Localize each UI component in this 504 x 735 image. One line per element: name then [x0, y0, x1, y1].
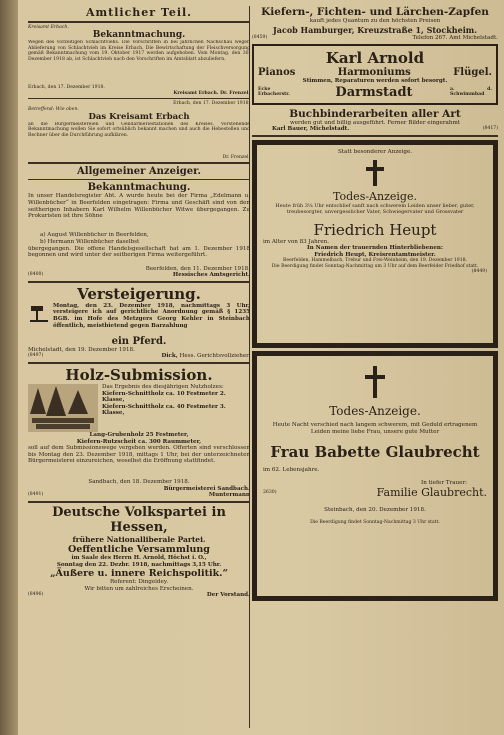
- volkspartei-speaker: Referent: Dingeldey.: [109, 579, 169, 586]
- volkspartei-footer: [28, 592, 250, 599]
- auction-hammer-icon: [28, 303, 50, 323]
- anzeiger-bek-footer: [28, 272, 250, 279]
- todes1-num: (8449): [471, 269, 487, 275]
- amtlicher-header: Amtlicher Teil.: [85, 6, 193, 19]
- versteigerung-text: Montag, den 23. Dezember 1918, nachmittags 3 Uhr, versteigere ich auf gerichtliche Anordnung gemäß § 1235 BGB. im Hofe des Metzgers Georg Kehler in Steinbach öffentlich, meistbietend gegen Barzahlung: [53, 302, 250, 329]
- date2: Erbach, den 17. Dezember 1918.: [173, 101, 250, 107]
- divider: [28, 362, 250, 364]
- todes2-text: Heute Nacht verschied nach langem schwerem, mit Geduld ertragenem Leiden meine liebe Frau, unsere gute Mutter: [272, 421, 478, 435]
- versteigerung-title: Versteigerung.: [77, 284, 201, 303]
- todes2-family-row: [263, 486, 487, 499]
- todes1-top: Statt besonderer Anzeige.: [337, 148, 413, 155]
- kreisamt2-label: Betreffend: Wie oben.: [28, 106, 79, 112]
- holz-item: Kiefern-Rutzscheit ca. 300 Raummeter,: [76, 438, 202, 445]
- arnold-addr-right: a. d. Schwimmbad: [450, 86, 492, 98]
- volkspartei-topic: „Äußere u. innere Reichspolitik.“: [50, 568, 228, 580]
- arnold-city: Darmstadt: [335, 84, 413, 100]
- volkspartei-place: im Saale des Herrn H. Arnold, Höchst i. O.,: [71, 554, 207, 561]
- holz-item: Kiefern-Schnittholz ca. 40 Festmeter 3. Klasse,: [102, 403, 226, 417]
- anzeiger-item-a: a) August Willenbücher in Beerfelden,: [40, 232, 149, 239]
- versteigerung-office: Hess. Gerichtsvollzieher.: [179, 353, 250, 360]
- arnold-products: [258, 67, 492, 78]
- forest-illustration-icon: [28, 384, 98, 432]
- anzeiger-bek-title: Bekanntmachung.: [87, 182, 191, 194]
- divider: [28, 98, 250, 99]
- versteigerung-num: (8497): [28, 353, 44, 359]
- anzeiger-bek-text2: übergegangen. Die offene Handelsgesellschaft hat am 1. Dezember 1918 begonnen und wird unter der seitherigen Firma weitergeführt.: [28, 245, 250, 259]
- todes1-mourn-name: Friedrich Heupt, Kreisrentamtmeister.: [314, 251, 436, 258]
- page-binding-edge: [0, 0, 18, 735]
- arnold-addr-left: Ecke Erbacherstr.: [258, 86, 290, 98]
- hamburger-tel: Telefon 267. Amt Michelstadt.: [412, 34, 498, 41]
- hamburger-name: Jacob Hamburger, Kreuzstraße 1, Stockheim.: [273, 24, 477, 35]
- arnold-product-harmoniums: Harmoniums: [337, 67, 411, 79]
- versteigerung-footer: [28, 353, 250, 360]
- divider: [28, 179, 250, 180]
- holz-item: Kiefern-Schnittholz ca. 10 Festmeter 2. Klasse,: [102, 390, 226, 404]
- volkspartei-meeting: Oeffentliche Versammlung: [68, 543, 210, 555]
- versteigerung-name: Dick,: [161, 353, 178, 360]
- divider: [28, 162, 250, 164]
- holz-office: Bürgermeisterei Sandbach.: [163, 485, 250, 492]
- todes1-funeral: Die Beerdigung findet Sonntag-Nachmittag um 3 Uhr auf dem Beerfelder Friedhof statt.: [271, 263, 479, 269]
- todes2-num: 2630): [263, 490, 277, 496]
- arnold-ad: [252, 44, 498, 105]
- todes1-ad: [252, 140, 498, 348]
- holz-name: Muntermann: [208, 492, 250, 499]
- buchbinder-title: Buchbinderarbeiten aller Art: [289, 107, 461, 120]
- buchbinder-num: (8417): [482, 126, 498, 132]
- volkspartei-invite: Wir bitten um zahlreiches Erscheinen.: [84, 585, 194, 592]
- divider: [28, 281, 250, 283]
- hamburger-title: Kiefern-, Fichten- und Lärchen-Zapfen: [261, 6, 489, 18]
- versteigerung-body: [28, 303, 250, 336]
- holz-footer: [28, 492, 250, 499]
- volkspartei-title: Deutsche Volkspartei in Hessen,: [52, 504, 226, 535]
- divider: [252, 135, 498, 137]
- holz-intro: Das Ergebnis des diesjährigen Nutzholzes:: [102, 384, 224, 390]
- cross-icon: [365, 160, 385, 188]
- todes1-age: im Alter von 83 Jahren.: [263, 238, 330, 245]
- todes1-text: Heute früh 3¼ Uhr entschlief sanft nach schwerem Leiden unser lieber, guter, treubesorgter, unvergesslicher Vater, Schwiegervater und Grossvater: [275, 202, 475, 215]
- arnold-services: Stimmen, Reparaturen werden sofort besorgt.: [302, 78, 448, 85]
- arnold-product-pianos: Pianos: [258, 67, 296, 79]
- right-column: [252, 6, 498, 604]
- todes1-title: Todes-Anzeige.: [333, 189, 417, 203]
- bek1-sign: Erbach, den 17. Dezember 1918.: [28, 85, 105, 91]
- volkspartei-board: Der Vorstand.: [206, 592, 250, 599]
- hamburger-text: kauft jedes Quantum zu den höchsten Preisen: [309, 18, 441, 24]
- todes1-place: Beerfelden, Hammelbach, Trebur und Frei-Weinheim, den 19. Dezember 1918.: [282, 258, 468, 264]
- volkspartei-num: (8496): [28, 592, 44, 598]
- anzeiger-item-b: b) Hermann Willenbücher daselbst: [40, 239, 140, 246]
- kreisamt2-title: Das Kreisamt Erbach: [88, 112, 190, 123]
- todes2-title: Todes-Anzeige.: [329, 403, 421, 418]
- cross-icon: [363, 366, 387, 400]
- versteigerung-sign: Michelstadt, den 19. Dezember 1918.: [28, 346, 135, 353]
- todes2-place: Steinbach, den 20. Dezember 1918.: [324, 507, 426, 514]
- left-column: [28, 6, 250, 599]
- hamburger-num: (8459): [252, 34, 268, 40]
- todes2-age: im 62. Lebensjahre.: [263, 467, 320, 474]
- holz-top: [28, 384, 250, 432]
- bek1-title: Bekanntmachung.: [92, 30, 186, 41]
- anzeiger-bek-office: Hessisches Amtsgericht.: [172, 272, 250, 279]
- kreisamt-label: Kreisamt Erbach.: [28, 25, 69, 30]
- buchbinder-text: werden gut und billig ausgeführt. Ferner Bilder eingerahmt: [289, 119, 461, 126]
- anzeiger-bek-text: In unser Handelsregister Abt. A wurde heute bei der Firma „Edelmann u. Willenbücher“ in Beerfelden eingetragen: Firma und Geschäft sind von den seitherigen Inhabern Karl Wilhelm Willenbücher Witwe übergegangen. Zu Prokuristen ist ihre Söhne: [28, 193, 250, 220]
- todes2-family: Familie Glaubrecht.: [376, 486, 487, 500]
- bek1-office: Kreisamt Erbach. Dr. Frenzel.: [173, 90, 250, 96]
- todes1-mourn: In Namen der trauernden Hinterbliebenen:: [306, 245, 444, 252]
- hamburger-footer: [252, 35, 498, 42]
- todes2-mourn: In tiefer Trauer:: [421, 479, 467, 486]
- holz-sign: Sandbach, den 18. Dezember 1918.: [88, 479, 190, 486]
- versteigerung-item: ein Pferd.: [111, 335, 167, 347]
- versteigerung-name-line: [162, 353, 250, 360]
- holz-title: Holz-Submission.: [65, 366, 213, 384]
- divider: [28, 21, 250, 23]
- anzeiger-bek-sign: Beerfelden, den 11. Dezember 1918.: [145, 265, 250, 272]
- buchbinder-name: Karl Bauer, Michelstadt.: [272, 126, 350, 133]
- holz-top-text: [102, 384, 250, 432]
- kreisamt2-text: an die Bürgermeistereien und Gendarmeriestationen des Kreises. Vorstehende Bekanntmachung wollen Sie sofort ortsüblich bekannt machen und auch die Hebestellen und Rechner über die Durchführung aufklären.: [28, 122, 250, 138]
- todes2-funeral: Die Beerdigung findet Sonntag-Nachmittag 3 Uhr statt.: [310, 519, 440, 525]
- holz-item: Lang-Grubenholz 25 Festmeter,: [89, 432, 189, 438]
- holz-num: (8491): [28, 492, 44, 498]
- todes2-name: Frau Babette Glaubrecht: [270, 443, 480, 462]
- volkspartei-time: Sonntag den 22. Dezbr. 1918, nachmittags 3,15 Uhr.: [56, 561, 222, 568]
- kreisamt2-sign: Dr. Frenzel.: [222, 155, 250, 161]
- volkspartei-subtitle: frühere Nationalliberale Partei.: [72, 534, 206, 544]
- bek1-text: Wegen des vorzeitigen Schlachtviehs. Die Vorschriften in bei jährlichen Nachschau wegen Ablieferung von Schlachtvieh im Kreise Erbach. Die Bewirtschaftung der Fleischversorgung gemäß Bekanntmachung vom 19. Oktober 1917 werden aufgehoben. Vom Montag, den 30. Dezember 1918 ab, ist Schlachtvieh nach den Vorschriften im Amtsblatt abzuliefern.: [28, 40, 250, 62]
- todes1-name: Friedrich Heupt: [313, 220, 437, 239]
- buchbinder-footer: [252, 126, 498, 133]
- holz-text: soll auf dem Submissionswege vergeben werden. Offerten sind verschlossen bis Montag den 23. Dezember 1918, mittags 1 Uhr, bei der unterzeichneten Bürgermeisterei einzureichen, woselbst die Eröffnung stattfindet.: [28, 445, 250, 465]
- arnold-address: [258, 85, 492, 100]
- arnold-product-fluegel: Flügel.: [453, 67, 492, 79]
- arnold-name: Karl Arnold: [325, 49, 425, 68]
- anzeiger-bek-num: (8400): [28, 272, 44, 278]
- todes2-ad: [252, 351, 498, 601]
- divider: [28, 501, 250, 503]
- anzeiger-header: Allgemeiner Anzeiger.: [77, 166, 201, 178]
